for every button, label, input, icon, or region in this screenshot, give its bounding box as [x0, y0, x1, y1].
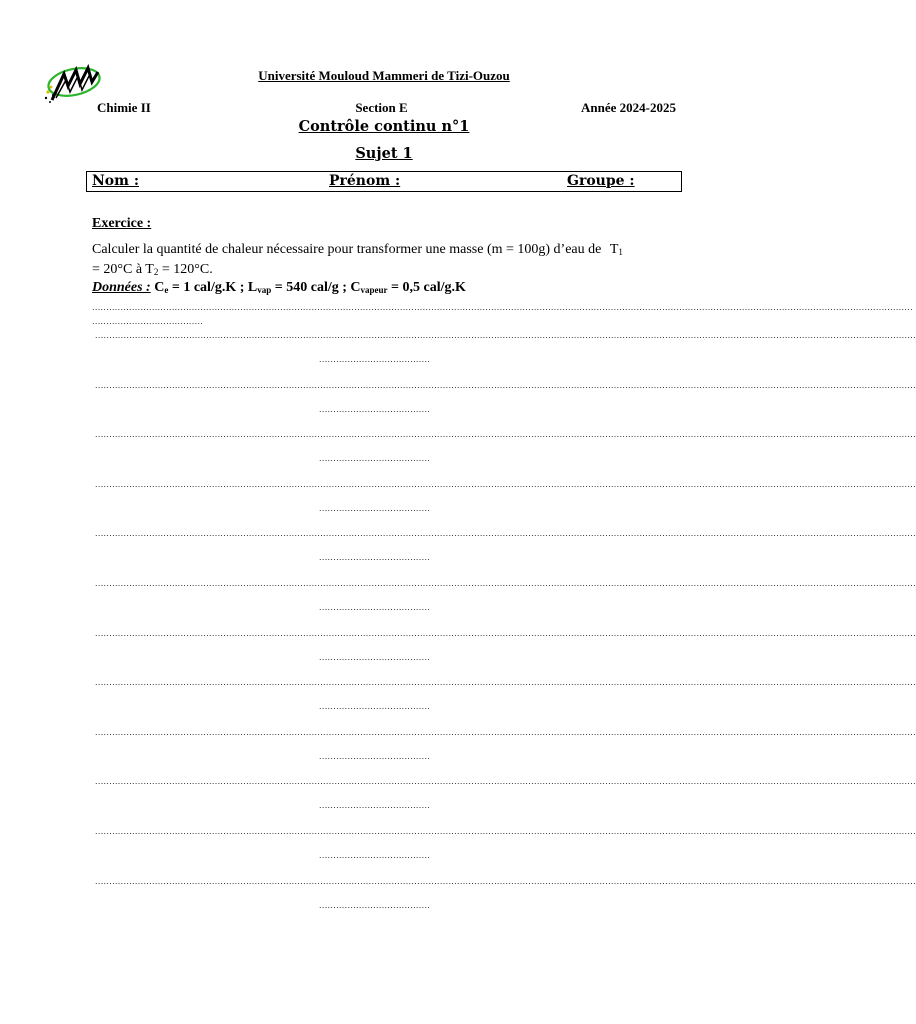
exercise-title: Exercice : — [92, 216, 152, 231]
answer-line[interactable]: ................................................................................................................................................................................................................................................................................................ — [95, 330, 916, 340]
given-data: Données : $C_e = 1$ cal/g.K ; $L_{vap} = 540$ cal/g ; $C_{vapeur} = 0,5$ cal/g.K — [92, 280, 466, 295]
t2-subscript: 2 — [153, 267, 159, 277]
t1-symbol: $T_1$ — [609, 242, 623, 257]
answer-line[interactable]: ................................................................................................................................................................................................................................................................................................ — [95, 826, 916, 836]
subject-title: Sujet 1 — [355, 145, 413, 162]
exam-title: Contrôle continu n°1 — [298, 118, 470, 135]
answer-line-short[interactable]: ....................................... — [319, 453, 431, 464]
answer-line[interactable]: ................................................................................................................................................................................................................................................................................................ — [95, 528, 916, 539]
university-name: Université Mouloud Mammeri de Tizi-Ouzou — [258, 68, 510, 83]
answer-line[interactable]: ................................................................................................................................................................................................................................................................................................ — [95, 776, 916, 787]
answer-line-short[interactable]: ....................................... — [319, 502, 431, 513]
answer-line-short[interactable]: ....................................... — [319, 750, 431, 761]
answer-line-short[interactable]: ....................................... — [319, 552, 431, 563]
exercise-statement — [92, 240, 692, 280]
answer-line[interactable]: ................................................................................................................................................................................................................................................................................................ — [95, 726, 916, 737]
nom-field-label[interactable]: Nom : — [92, 173, 139, 189]
section-label: Section E — [355, 100, 408, 115]
answer-line[interactable]: ................................................................................................................................................................................................................................................................................................ — [95, 578, 916, 588]
answer-line[interactable]: ................................................................................................................................................................................................................................................................................................ — [95, 627, 916, 638]
answer-line-short[interactable]: ....................................... — [319, 354, 431, 364]
answer-line[interactable]: ................................................................................................................................................................................................................................................................................................ — [92, 302, 913, 312]
answer-line-short[interactable]: ....................................... — [319, 651, 431, 662]
student-identity-box — [86, 171, 682, 192]
answer-line-short[interactable]: ....................................... — [319, 602, 431, 612]
statement-text-2: = 20°C à T — [92, 262, 154, 277]
answer-line[interactable]: ................................................................................................................................................................................................................................................................................................ — [95, 875, 916, 886]
answer-line-short[interactable]: ....................................... — [319, 701, 431, 712]
answer-line[interactable]: ................................................................................................................................................................................................................................................................................................ — [95, 429, 916, 440]
answer-line[interactable]: ................................................................................................................................................................................................................................................................................................ — [95, 677, 916, 688]
academic-year: Année 2024-2025 — [581, 100, 676, 115]
answer-line-short[interactable]: ....................................... — [319, 850, 431, 860]
prenom-field-label[interactable]: Prénom : — [329, 173, 401, 189]
answer-line-short[interactable]: ....................................... — [319, 403, 431, 414]
statement-text-3: = 120°C. — [158, 262, 213, 277]
statement-text-1: Calculer la quantité de chaleur nécessaire pour transformer une masse (m = 100g) d’eau de — [92, 242, 602, 257]
data-label: Données : — [92, 280, 151, 295]
answer-line-short[interactable]: ....................................... — [319, 800, 431, 811]
answer-line[interactable]: ................................................................................................................................................................................................................................................................................................ — [95, 478, 916, 489]
answer-line-short[interactable]: ....................................... — [92, 316, 204, 326]
groupe-field-label[interactable]: Groupe : — [567, 173, 635, 189]
course-name: Chimie II — [97, 100, 151, 115]
answer-line-short[interactable]: ....................................... — [319, 899, 431, 910]
answer-line[interactable]: ................................................................................................................................................................................................................................................................................................ — [95, 379, 916, 390]
